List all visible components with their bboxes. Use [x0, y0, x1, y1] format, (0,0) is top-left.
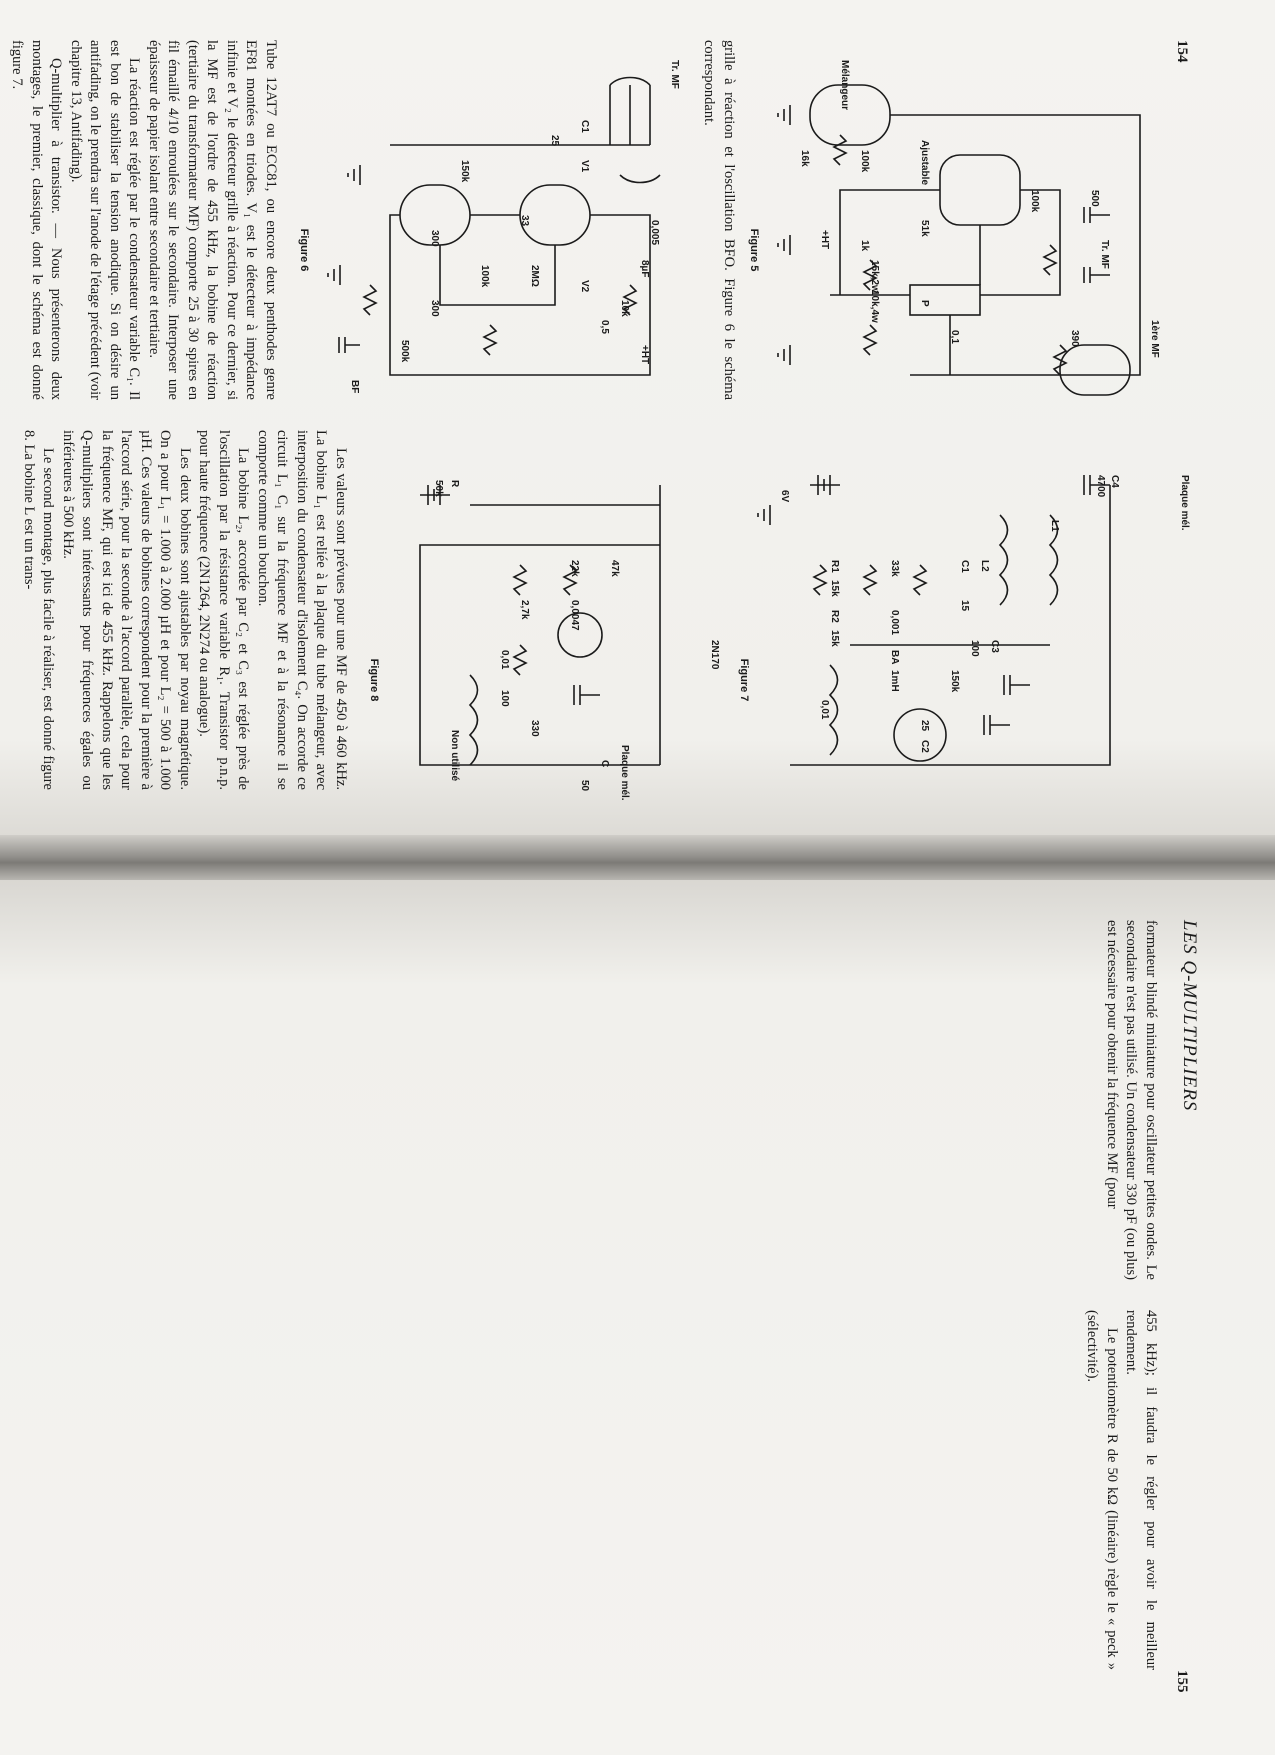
- fig6-label-8uf: 8µF: [639, 260, 650, 278]
- fig8-label-22k: 22k: [569, 560, 580, 577]
- fig5-label-100k-b: 100k: [1029, 190, 1040, 213]
- figure-5-schematic: [760, 45, 1170, 405]
- col2-paragraph-4: Le second montage, plus facile à réaliser, est donné figure 8. La bobine L est un trans-: [21, 430, 57, 790]
- fig5-label-1eremf: 1ère MF: [1149, 320, 1160, 358]
- fig6-label-500k: 500k: [399, 340, 410, 363]
- fig5-label-melangeur: Mélangeur: [839, 60, 850, 111]
- fig6-label-100k: 100k: [479, 265, 490, 288]
- fig6-label-300-a: 300: [429, 230, 440, 247]
- fig7-label-150k: 150k: [949, 670, 960, 693]
- fig5-label-ht: +HT: [819, 230, 830, 250]
- page-155-content: [10, 880, 1230, 1740]
- column-1: [7, 40, 280, 400]
- col1-paragraph-3: Q-multiplier à transistor. — Nous présenterons deux montages, le premier, classique, dont le schéma est donné figure 7.: [9, 40, 65, 400]
- fig7-label-1mh: 1mH: [889, 670, 900, 692]
- fig8-label-50: 50: [579, 780, 590, 792]
- fig8-label-c: C: [599, 760, 610, 768]
- fig5-label-1k: 1k: [859, 240, 870, 252]
- fig6-label-300-b: 300: [429, 300, 440, 317]
- fig7-label-plaque: Plaque mél.: [1179, 475, 1190, 531]
- fig7-label-4700: 4700: [1095, 475, 1106, 498]
- fig6-label-v2: V2: [579, 280, 590, 293]
- fig6-label-c1: C1: [579, 120, 590, 133]
- page-155: [0, 880, 1275, 1755]
- fig7-label-l1: L1: [1049, 520, 1060, 532]
- figure-5-wiring: [778, 85, 1140, 395]
- figure-7-schematic: [750, 445, 1170, 805]
- fig5-label-15k2w: 15k,2w: [869, 260, 880, 293]
- fig8-label-plaque: Plaque mél.: [619, 745, 630, 801]
- fig6-label-v1: V1: [579, 160, 590, 173]
- figure-6-wiring: [328, 78, 660, 376]
- fig7-label-33k: 33k: [889, 560, 900, 577]
- fig6-label-trmf: Tr. MF: [669, 60, 680, 89]
- page-number: 154: [1174, 40, 1190, 63]
- page155-col2-text-1: 455 kHz); il faudra le régler pour avoir le meilleur rendement.: [1123, 1310, 1159, 1670]
- fig8-label-330: 330: [529, 720, 540, 737]
- fig7-label-15k-b: 15k: [829, 630, 840, 647]
- fig8-label-nonutilise: Non utilisé: [449, 730, 460, 782]
- running-head-155: LES Q-MULTIPLIERS: [1179, 920, 1200, 1112]
- fig8-label-27k: 2,7k: [519, 600, 530, 620]
- figure-6-schematic: [310, 45, 690, 425]
- fig6-label-25: 25: [549, 135, 560, 147]
- fig7-label-r2: R2: [829, 610, 840, 623]
- column-2: [19, 430, 351, 790]
- fig6-label-150k: 150k: [459, 160, 470, 183]
- page155-column-2: [1082, 1310, 1160, 1670]
- fig5-label-390: 390: [1069, 330, 1080, 347]
- fig7-label-25: 25: [919, 720, 930, 732]
- col2-paragraph-1: Les valeurs sont prévues pour une MF de 450 à 460 kHz. La bobine L₁ est reliée à la plaque du tube mélangeur, avec interposition du condensateur d'isolement C₄. On accorde ce circuit L₁ C₁ sur la fréquence MF et à la résonance il se comporte comme un bouchon.: [255, 430, 349, 790]
- fig6-label-10k: 10k: [619, 300, 630, 317]
- fig5-label-10k4w: 10k,4w: [869, 290, 880, 323]
- fig7-label-0001: 0,001: [889, 610, 900, 636]
- fig5-label-100k-a: 100k: [859, 150, 870, 173]
- fig8-label-001: 0,01: [499, 650, 510, 670]
- fig7-label-100: 100: [969, 640, 980, 657]
- figure-5-following-text: [699, 40, 738, 400]
- fig7-label-c1: C1: [959, 560, 970, 573]
- figure-5-text: grille à réaction et l'oscillation BFO. Figure 6 le schéma correspondant.: [701, 40, 737, 400]
- col1-paragraph-1: Tube 12AT7 ou ECC81, ou encore deux penthodes genre EF81 montées en triodes. V₁ est le détecteur à impédance infinie et V₂ le détecteur grille à réaction. Pour ce dernier, si la MF est de l'ordre de 455 kHz, la bobine de réaction (tertiaire du transformateur MF) comporte 25 à 30 spires en fil émaillé 4/10 enroulées sur le secondaire. Interposer une épaisseur de papier isolant entre secondaire et tertiaire.: [146, 40, 279, 400]
- fig6-label-05: 0,5: [599, 320, 610, 334]
- fig6-label-33: 33: [519, 215, 530, 227]
- fig6-label-2mohm: 2MΩ: [529, 265, 540, 287]
- page155-col1-text: formateur blindé miniature pour oscillateur petites ondes. Le secondaire n'est pas utilisé. Un condensateur 330 pF (ou plus) est nécessaire pour obtenir la fréquence MF (pour: [1104, 920, 1159, 1280]
- page155-column-1: [1102, 920, 1161, 1280]
- figure-6-caption: Figure 6: [298, 228, 310, 272]
- fig6-label-ht: +HT: [639, 345, 650, 365]
- figure-8-wiring: [420, 485, 660, 768]
- book-gutter: [0, 835, 1275, 885]
- figure-8-schematic: [390, 445, 720, 805]
- figure-5-caption: Figure 5: [748, 228, 760, 272]
- fig8-label-47k: 47k: [609, 560, 620, 577]
- fig8-label-2n170: 2N170: [709, 640, 720, 670]
- page-number-155: 155: [1174, 1670, 1190, 1693]
- fig5-label-01: 0,1: [949, 330, 960, 344]
- fig7-label-c3: C3: [989, 640, 1000, 653]
- page155-col2-text-2: Le potentiomètre R de 50 kΩ (linéaire) règle le « peck » (sélectivité).: [1084, 1310, 1120, 1670]
- fig7-label-001: 0,01: [819, 700, 830, 720]
- figure-8-caption: Figure 8: [368, 658, 380, 702]
- fig8-label-100: 100: [499, 690, 510, 707]
- fig7-label-c2: C2: [919, 740, 930, 753]
- fig5-label-p: P: [919, 300, 930, 307]
- fig7-label-l2: L2: [979, 560, 990, 572]
- fig8-label-50k: 50k: [433, 480, 444, 497]
- fig8-label-00047: 0,0047: [569, 600, 580, 631]
- fig5-label-16k: 16k: [799, 150, 810, 167]
- fig8-label-r: R: [449, 480, 460, 488]
- col2-paragraph-2: La bobine L₂, accordée par C₂ et C₃ est réglée près de l'oscillation par la résistance variable R₁. Transistor p.n.p. pour haute fréquence (2N1264, 2N274 ou analogue).: [196, 430, 252, 790]
- fig7-label-ba: BA: [889, 650, 900, 665]
- fig7-label-r1: R1: [829, 560, 840, 573]
- fig6-label-bf: BF: [349, 380, 360, 394]
- page-154: [0, 0, 1275, 840]
- col2-paragraph-3: Les deux bobines sont ajustables par noyau magnétique. On a pour L₁ = 1.000 à 2.000 µH et pour L₂ = 500 à 1.000 µH. Ces valeurs de bobines correspondent pour la première à l'accord série, pour la seconde à l'accord parallèle, cela pour la fréquence MF, qui est ici de 455 kHz. Rappelons que les Q-multipliers sont intéressants pour fréquences égales ou inférieures à 500 kHz.: [60, 430, 193, 790]
- fig6-label-0005: 0,005: [649, 220, 660, 246]
- fig5-label-trmf: Tr. MF: [1099, 240, 1110, 269]
- fig7-label-6v: 6V: [779, 490, 790, 503]
- fig5-label-500: 500: [1089, 190, 1100, 207]
- fig7-label-c4: C4: [1109, 475, 1120, 488]
- col1-paragraph-2: La réaction est réglée par le condensateur variable C₁. Il est bon de stabiliser la tension anodique. Si on désire un antifading, on le prendra sur l'anode de l'étage précédent (voir chapitre 13, Antifading).: [68, 40, 143, 400]
- fig5-label-ajustable: Ajustable: [919, 140, 930, 186]
- figure-7-wiring: [758, 475, 1110, 765]
- figure-7-caption: Figure 7: [738, 658, 750, 702]
- fig7-label-15: 15: [959, 600, 970, 612]
- fig5-label-51k: 51k: [919, 220, 930, 237]
- fig7-label-15k-a: 15k: [829, 580, 840, 597]
